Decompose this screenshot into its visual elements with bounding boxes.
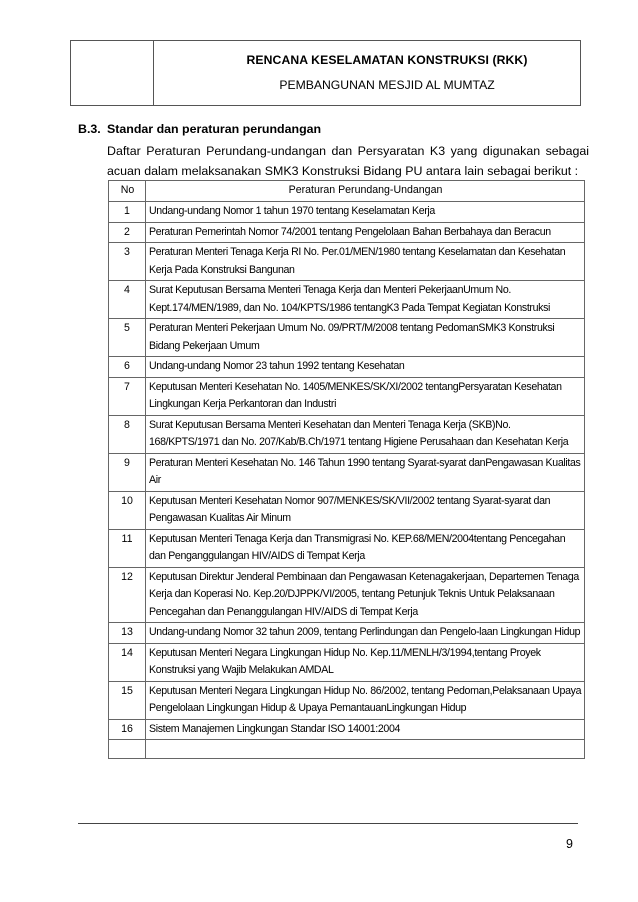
table-row bbox=[109, 222, 585, 243]
row-number: 8 bbox=[109, 415, 146, 453]
section-intro: Daftar Peraturan Perundang-undangan dan Persyaratan K3 yang digunakan sebagai acuan dalam melaksanakan SMK3 Konstruksi Bidang PU antara lain sebagai berikut : bbox=[107, 144, 589, 178]
page-number: 9 bbox=[566, 837, 573, 851]
row-number: 5 bbox=[109, 319, 146, 357]
header-title-cell bbox=[154, 41, 580, 105]
table-row bbox=[109, 567, 585, 623]
document-title: RENCANA KESELAMATAN KONSTRUKSI (RKK) bbox=[246, 53, 528, 67]
row-number: 7 bbox=[109, 377, 146, 415]
row-number: 16 bbox=[109, 719, 146, 740]
row-number: 1 bbox=[109, 202, 146, 223]
table-row bbox=[109, 243, 585, 281]
header-logo-cell bbox=[71, 41, 154, 105]
regulation-text: Keputusan Menteri Negara Lingkungan Hidup No. Kep.11/MENLH/3/1994,tentang Proyek Konstruksi yang Wajib Melakukan AMDAL bbox=[146, 643, 585, 681]
document-subtitle: PEMBANGUNAN MESJID AL MUMTAZ bbox=[279, 78, 495, 92]
regulation-text: Surat Keputusan Bersama Menteri Tenaga Kerja dan Menteri PekerjaanUmum No. Kept.174/MEN/1989, dan No. 104/KPTS/1986 tentangK3 Pada Tempat Kegiatan Konstruksi bbox=[146, 281, 585, 319]
regulation-text: Peraturan Menteri Kesehatan No. 146 Tahun 1990 tentang Syarat-syarat danPengawasan Kualitas Air bbox=[146, 453, 585, 491]
regulation-text: Keputusan Menteri Kesehatan No. 1405/MENKES/SK/XI/2002 tentangPersyaratan Kesehatan Lingkungan Kerja Perkantoran dan Industri bbox=[146, 377, 585, 415]
regulation-text: Keputusan Menteri Kesehatan Nomor 907/MENKES/SK/VII/2002 tentang Syarat-syarat dan Pengawasan Kualitas Air Minum bbox=[146, 491, 585, 529]
row-number: 14 bbox=[109, 643, 146, 681]
regulation-text: Sistem Manajemen Lingkungan Standar ISO 14001:2004 bbox=[146, 719, 585, 740]
regulation-text: Peraturan Menteri Tenaga Kerja RI No. Per.01/MEN/1980 tentang Keselamatan dan Kesehatan Kerja Pada Konstruksi Bangunan bbox=[146, 243, 585, 281]
table-row bbox=[109, 719, 585, 740]
column-header-no: No bbox=[109, 181, 146, 202]
section-number: B.3. bbox=[78, 122, 101, 136]
table-row bbox=[109, 623, 585, 644]
column-header-regulation: Peraturan Perundang-Undangan bbox=[146, 181, 585, 202]
row-number: 15 bbox=[109, 681, 146, 719]
table-row bbox=[109, 357, 585, 378]
document-header bbox=[70, 40, 581, 106]
regulation-text: Undang-undang Nomor 1 tahun 1970 tentang Keselamatan Kerja bbox=[146, 202, 585, 223]
regulation-text: Undang-undang Nomor 23 tahun 1992 tentang Kesehatan bbox=[146, 357, 585, 378]
table-row bbox=[109, 453, 585, 491]
row-number: 9 bbox=[109, 453, 146, 491]
table-row bbox=[109, 529, 585, 567]
empty-cell-regulation bbox=[146, 740, 585, 759]
regulation-text: Keputusan Menteri Tenaga Kerja dan Transmigrasi No. KEP.68/MEN/2004tentang Pencegahan dan Penganggulangan HIV/AIDS di Tempat Kerja bbox=[146, 529, 585, 567]
regulation-text: Keputusan Menteri Negara Lingkungan Hidup No. 86/2002, tentang Pedoman,Pelaksanaan Upaya Pengelolaan Lingkungan Hidup & Upaya PemantauanLingkungan Hidup bbox=[146, 681, 585, 719]
regulation-text: Peraturan Menteri Pekerjaan Umum No. 09/PRT/M/2008 tentang PedomanSMK3 Konstruksi Bidang Pekerjaan Umum bbox=[146, 319, 585, 357]
regulation-text: Undang-undang Nomor 32 tahun 2009, tentang Perlindungan dan Pengelo-laan Lingkungan Hidup bbox=[146, 623, 585, 644]
regulation-text: Keputusan Direktur Jenderal Pembinaan dan Pengawasan Ketenagakerjaan, Departemen Tenaga Kerja dan Koperasi No. Kep.20/DJPPK/VI/2005, tentang Petunjuk Teknis Untuk Pelaksanaan Pencegahan dan Penanggulangan HIV/AIDS di Tempat Kerja bbox=[146, 567, 585, 623]
table-row bbox=[109, 491, 585, 529]
empty-cell-no bbox=[109, 740, 146, 759]
table-row bbox=[109, 681, 585, 719]
row-number: 10 bbox=[109, 491, 146, 529]
regulation-text: Surat Keputusan Bersama Menteri Kesehatan dan Menteri Tenaga Kerja (SKB)No. 168/KPTS/1971 dan No. 207/Kab/B.Ch/1971 tentang Higiene Perusahaan dan Kesehatan Kerja bbox=[146, 415, 585, 453]
table-row bbox=[109, 643, 585, 681]
row-number: 11 bbox=[109, 529, 146, 567]
row-number: 12 bbox=[109, 567, 146, 623]
section-title: Standar dan peraturan perundangan bbox=[107, 122, 322, 136]
table-row bbox=[109, 415, 585, 453]
table-row bbox=[109, 319, 585, 357]
regulations-table bbox=[108, 180, 585, 759]
section-heading bbox=[78, 122, 321, 136]
row-number: 3 bbox=[109, 243, 146, 281]
table-row bbox=[109, 281, 585, 319]
footer-divider bbox=[78, 823, 578, 824]
table-header-row bbox=[109, 181, 585, 202]
table-row bbox=[109, 202, 585, 223]
table-body bbox=[109, 202, 585, 759]
table-row bbox=[109, 377, 585, 415]
row-number: 6 bbox=[109, 357, 146, 378]
empty-row bbox=[109, 740, 585, 759]
row-number: 2 bbox=[109, 222, 146, 243]
row-number: 4 bbox=[109, 281, 146, 319]
regulation-text: Peraturan Pemerintah Nomor 74/2001 tentang Pengelolaan Bahan Berbahaya dan Beracun bbox=[146, 222, 585, 243]
row-number: 13 bbox=[109, 623, 146, 644]
